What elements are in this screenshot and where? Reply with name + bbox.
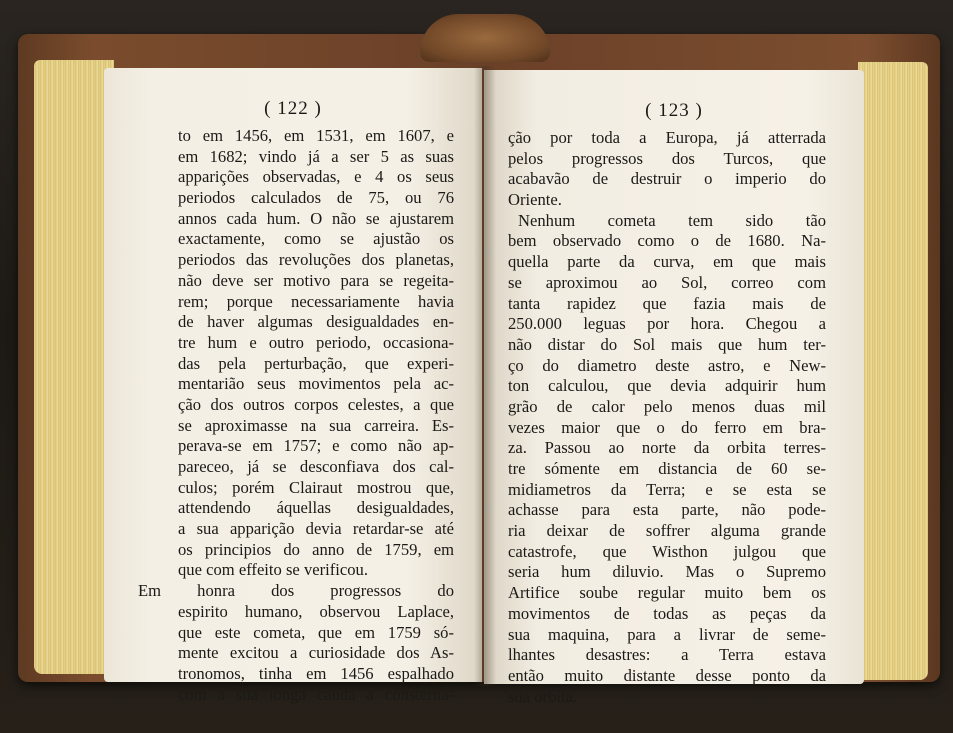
text-line: attendendo áquellas desigualdades, [178, 498, 454, 518]
text-line: pareceo, já se desconfiava dos cal- [178, 457, 454, 476]
text-line: não deve ser motivo para se regeita- [178, 270, 454, 290]
text-line: que este cometa, que em 1759 só- [178, 622, 454, 642]
text-line: os principios do anno de 1759, em [178, 539, 454, 559]
text-line: exactamente, como se ajustão os [178, 229, 454, 249]
text-line: Oriente. [508, 190, 562, 210]
text-line: midiametros da Terra; e se esta se [508, 479, 826, 499]
text-line: sua orbita. [508, 686, 578, 706]
text-line: de haver algumas desigualdades en- [178, 312, 454, 332]
text-line: se aproximasse na sua carreira. Es- [178, 415, 454, 435]
text-line: sua maquina, para a livrar de seme- [508, 624, 826, 644]
text-line: Nenhum cometa tem sido tão [518, 210, 826, 230]
text-line: lhantes desastres: a Terra estava [508, 645, 826, 665]
text-line: seria hum diluvio. Mas o Supremo [508, 562, 826, 582]
text-line: quella parte da curva, em que mais [508, 252, 826, 272]
text-line: achasse para esta parte, não pode- [508, 500, 826, 520]
text-line: grão de calor pelo menos duas mil [508, 396, 826, 416]
text-line: então muito distante desse ponto da [508, 665, 826, 685]
right-page-text [484, 128, 864, 707]
text-line: za. Passou ao norte da orbita terres- [508, 438, 826, 458]
text-line: ção por toda a Europa, já atterrada [508, 128, 826, 147]
text-line: tre sómente em distancia de 60 se- [508, 459, 826, 478]
text-line: acabavão de destruir o imperio do [508, 169, 826, 189]
text-line: que com effeito se verificou. [178, 560, 368, 580]
left-page-text [104, 126, 482, 705]
text-line: tanta rapidez que fazia mais de [508, 293, 826, 313]
page-number-right: ( 123 ) [645, 100, 703, 121]
text-line: se aproximou ao Sol, correo com [508, 272, 826, 292]
text-line: não distar do Sol mais que hum ter- [508, 334, 826, 354]
page-edges-left [34, 60, 114, 674]
text-line: movimentos de todas as peças da [508, 603, 826, 623]
text-line: ção dos outros corpos celestes, a que [178, 394, 454, 414]
text-line: tronomos, tinha em 1456 espalhado [178, 663, 454, 683]
text-line: periodos calculados de 75, ou 76 [178, 188, 454, 208]
page-edges-right [858, 62, 928, 680]
book-gutter [474, 66, 496, 686]
text-line: bem observado como o de 1680. Na- [508, 231, 826, 251]
text-line: ton calculou, que devia adquirir hum [508, 376, 826, 396]
text-line: tre hum e outro periodo, occasiona- [178, 332, 454, 352]
text-line: mente excitou a curiosidade dos As- [178, 643, 454, 663]
text-line: catastrofe, que Wisthon julgou que [508, 541, 826, 561]
text-line: das pela perturbação, que experi- [178, 353, 454, 373]
text-line: perava-se em 1757; e como não ap- [178, 436, 454, 456]
text-line: to em 1456, em 1531, em 1607, e [178, 126, 454, 145]
left-page [104, 68, 482, 704]
text-line: periodos das revoluções dos planetas, [178, 250, 454, 270]
text-line: 250.000 leguas por hora. Chegou a [508, 314, 826, 334]
text-line: mentarião seus movimentos pela ac- [178, 374, 454, 394]
text-line: rem; porque necessariamente havia [178, 291, 454, 311]
text-line: vezes maior que o do ferro em bra- [508, 417, 826, 437]
text-line: com a sua longa cauda a consterna- [178, 684, 454, 704]
text-line: pelos progressos dos Turcos, que [508, 148, 826, 168]
text-line: Artifice soube regular muito bem os [508, 583, 826, 603]
text-line: espirito humano, observou Laplace, [178, 601, 454, 621]
text-line: em 1682; vindo já a ser 5 as suas [178, 146, 454, 166]
text-line: culos; porém Clairaut mostrou que, [178, 477, 454, 497]
text-line: apparições observadas, e 4 os seus [178, 167, 454, 187]
text-line: a sua apparição devia retardar-se até [178, 519, 454, 539]
text-line: Em honra dos progressos do [138, 581, 454, 601]
page-number-left: ( 122 ) [264, 98, 322, 119]
book-spine [420, 14, 550, 62]
text-line: annos cada hum. O não se ajustarem [178, 208, 454, 228]
text-line: ço do diametro deste astro, e New- [508, 355, 826, 375]
text-line: ria deixar de soffrer alguma grande [508, 521, 826, 541]
right-page [484, 70, 864, 706]
